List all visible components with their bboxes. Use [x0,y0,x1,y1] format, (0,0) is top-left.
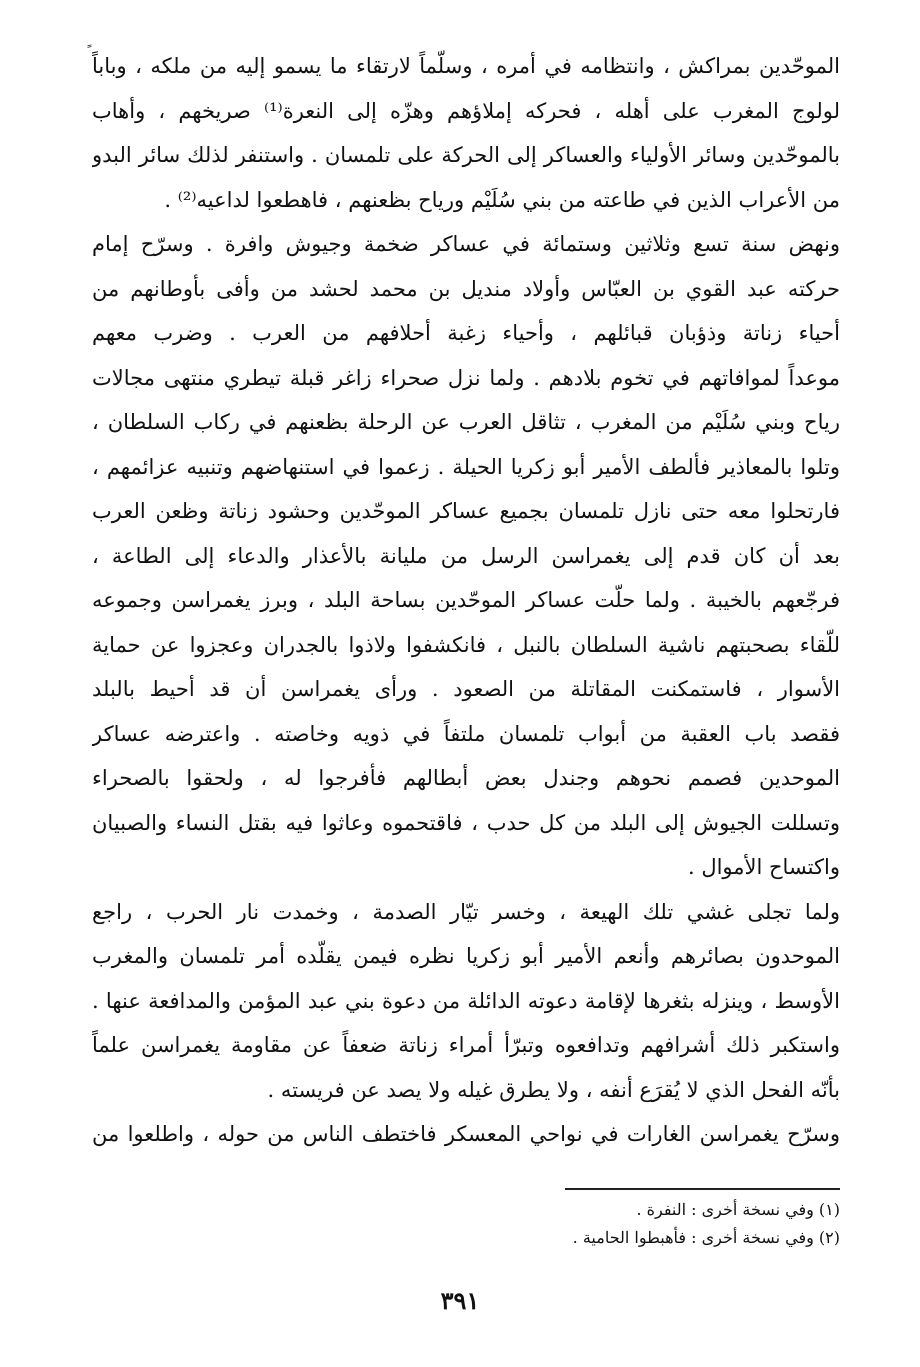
text-line: واكتساح الأموال . [687,855,840,879]
text-line: فرجّعهم بالخيبة . ولما حلّت عساكر الموحّدين بساحة البلد ، وبرز يغمراسن وجموعه [92,588,840,612]
text-line: لولوج المغرب على أهله ، فحركه إملاؤهم وهزّه إلى النعرة⁽¹⁾ صريخهم ، وأهاب [92,98,840,123]
text-line: الموحّدين بمراكش ، وانتظامه في أمره ، وسلّماً لارتقاء ما يسمو إليه من ملكه ، وباباً [92,54,840,78]
text-line: حركته عبد القوي بن العبّاس وأولاد منديل بن محمد لحشد من وأفى بأوطانهم من [92,276,840,301]
text-line: بعد أن كان قدم إلى يغمراسن الرسل من مليانة بالأعذار والدعاء إلى الطاعة ، [92,543,840,568]
text-line: ونهض سنة تسع وثلاثين وستمائة في عساكر ضخمة وجيوش وافرة . وسرّح إمام [92,232,840,256]
text-line: بالموحّدين وسائر الأولياء والعساكر إلى الحركة على تلمسان . واستنفر لذلك سائر البدو [92,143,840,167]
footnote-1: (١) وفي نسخة أخرى : النفرة . [636,1200,840,1219]
footnotes [400,1196,840,1252]
text-line: بأنّه الفحل الذي لا يُقرَع أنفه ، ولا يطرق غيله ولا يصد عن فريسته . [267,1077,840,1102]
body-text [92,44,840,1157]
text-line: موعداً لموافاتهم في تخوم بلادهم . ولما نزل صحراء زاغر قبلة تيطري منتهى مجالات [92,365,840,390]
text-line: رياح وبني سُلَيْم من المغرب ، تثاقل العرب عن الرحلة بظعنهم في ركاب السلطان ، [92,410,840,434]
page-number: ٣٩١ [440,1286,480,1315]
text-line: الأوسط ، وينزله بثغرها لإقامة دعوته الدائلة من دعوة بني عبد المؤمن والمدافعة عنها . [92,988,840,1013]
text-line: واستكبر ذلك أشرافهم وتدافعوه وتبرّأ أمراء زناتة ضعفاً عن مقاومة يغمراسن علماً [92,1033,840,1057]
text-line: فارتحلوا معه حتى نازل تلمسان بجميع عساكر الموحّدين وحشود زناتة وظعن العرب [92,499,840,523]
text-line: للّقاء بصحبتهم ناشية السلطان بالنبل ، فانكشفوا ولاذوا بالجدران وعجزوا عن حماية [92,632,840,657]
text-line: ولما تجلى غشي تلك الهيعة ، وخسر تيّار الصدمة ، وخمدت نار الحرب ، راجع [92,899,840,924]
text-line: أحياء زناتة وذؤبان قبائلهم ، وأحياء زغبة أحلافهم من العرب . وضرب معهم [92,321,840,345]
text-line: من الأعراب الذين في طاعته من بني سُلَيْم ورياح بظعنهم ، فاهطعوا لداعيه⁽²⁾ . [164,187,840,212]
text-line: وسرّح يغمراسن الغارات في نواحي المعسكر فاختطف الناس من حوله ، واطلعوا من [92,1122,840,1146]
text-line: وتلوا بالمعاذير فألطف الأمير أبو زكريا الحيلة . زعموا في استنهاضهم وتنبيه عزائمهم ، [92,454,840,479]
text-line: الأسوار ، فاستمكنت المقاتلة من الصعود . ورأى يغمراسن أن قد أحيط بالبلد [92,677,840,701]
text-line: الموحدون بصائرهم وأنعم الأمير أبو زكريا نظره فيمن يقلّده أمر تلمسان والمغرب [92,944,840,968]
text-line: الموحدين فصمم نحوهم وجندل بعض أبطالهم فأفرجوا له ، ولحقوا بالصحراء [92,766,840,790]
footnote-divider [565,1188,840,1190]
footnote-2: (٢) وفي نسخة أخرى : فأهبطوا الحامية . [572,1228,840,1247]
text-line: وتسللت الجيوش إلى البلد من كل حدب ، فاقتحموه وعاثوا فيه بقتل النساء والصبيان [92,810,840,835]
text-line: فقصد باب العقبة من أبواب تلمسان ملتفاً في ذويه وخاصته . واعترضه عساكر [92,721,840,746]
